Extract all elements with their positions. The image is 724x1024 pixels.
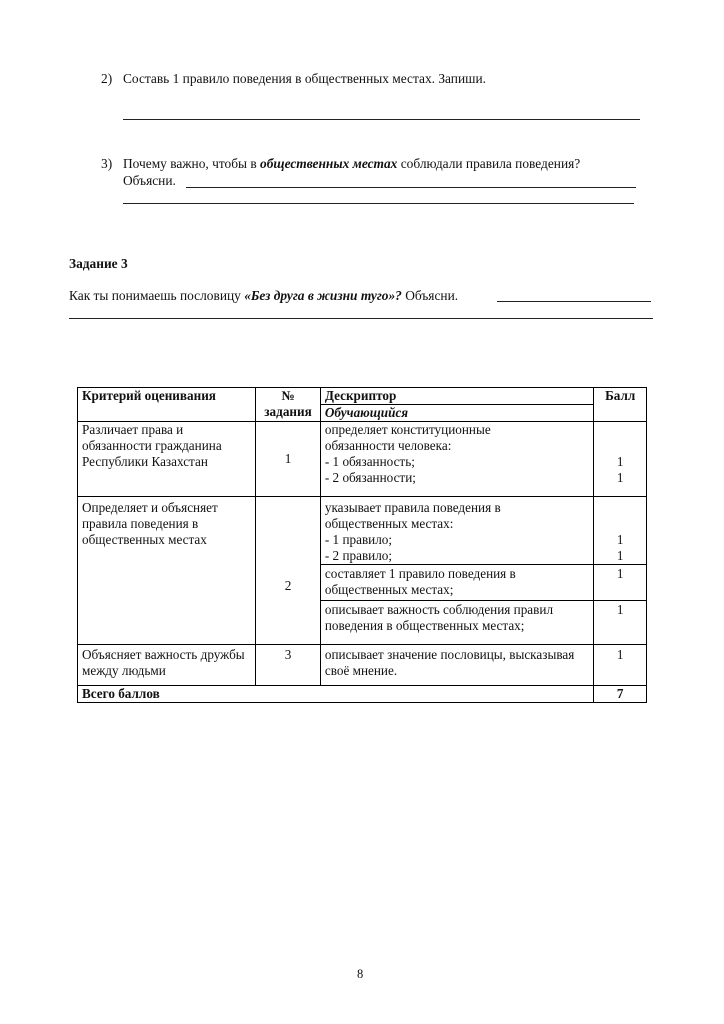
criterion-cell: Объясняет важность дружбы между людьми — [78, 645, 256, 686]
table-header-row — [78, 388, 647, 405]
header-criterion: Критерий оценивания — [78, 388, 256, 422]
answer-line[interactable] — [123, 203, 634, 204]
descriptor-cell: описывает значение пословицы, высказывая своё мнение. — [320, 645, 594, 686]
task-3-title: Задание 3 — [69, 256, 128, 271]
header-score: Балл — [594, 388, 647, 422]
question-2 — [101, 71, 112, 87]
descriptor-cell: составляет 1 правило поведения в общественных местах; — [320, 565, 594, 601]
assessment-table — [77, 387, 647, 703]
answer-line[interactable] — [186, 187, 636, 188]
task-number-cell: 2 — [256, 497, 321, 645]
page-number: 8 — [357, 967, 364, 981]
score-cell: 1 1 — [594, 497, 647, 565]
table-row — [78, 422, 647, 497]
question-number: 2) — [101, 71, 113, 86]
emphasis-text: общественных местах — [260, 156, 398, 171]
criterion-cell: Различает права и обязанности гражданина Республики Казахстан — [78, 422, 256, 497]
proverb-text: «Без друга в жизни туго»? — [244, 288, 402, 303]
answer-line[interactable] — [123, 119, 640, 120]
table-row — [78, 645, 647, 686]
score-cell: 1 — [594, 565, 647, 601]
score-cell: 1 1 — [594, 422, 647, 497]
header-descriptor-sub: Обучающийся — [320, 405, 594, 422]
descriptor-cell: описывает важность соблюдения правил поведения в общественных местах; — [320, 601, 594, 645]
descriptor-cell: указывает правила поведения в общественных местах: - 1 правило; - 2 правило; — [320, 497, 594, 565]
question-3-text: Почему важно, чтобы в общественных местах соблюдали правила поведения? — [123, 156, 581, 171]
descriptor-cell: определяет конституционные обязанности человека: - 1 обязанность; - 2 обязанности; — [320, 422, 594, 497]
task-3-text: Как ты понимаешь пословицу «Без друга в жизни туго»? Объясни. — [69, 288, 459, 303]
answer-line[interactable] — [497, 301, 651, 302]
criterion-cell: Определяет и объясняет правила поведения в общественных местах — [78, 497, 256, 645]
total-score: 7 — [594, 686, 647, 703]
answer-line[interactable] — [69, 318, 653, 319]
score-cell: 1 — [594, 645, 647, 686]
score-cell: 1 — [594, 601, 647, 645]
question-3-number: 3) — [101, 156, 113, 171]
question-3-explain: Объясни. — [123, 173, 176, 188]
header-descriptor: Дескриптор — [320, 388, 594, 405]
table-total-row — [78, 686, 647, 703]
task-number-cell: 3 — [256, 645, 321, 686]
total-label: Всего баллов — [78, 686, 594, 703]
header-task-number: № задания — [256, 388, 321, 422]
task-number-cell: 1 — [256, 422, 321, 497]
question-2-text: Составь 1 правило поведения в общественных местах. Запиши. — [123, 71, 486, 86]
table-row — [78, 497, 647, 565]
